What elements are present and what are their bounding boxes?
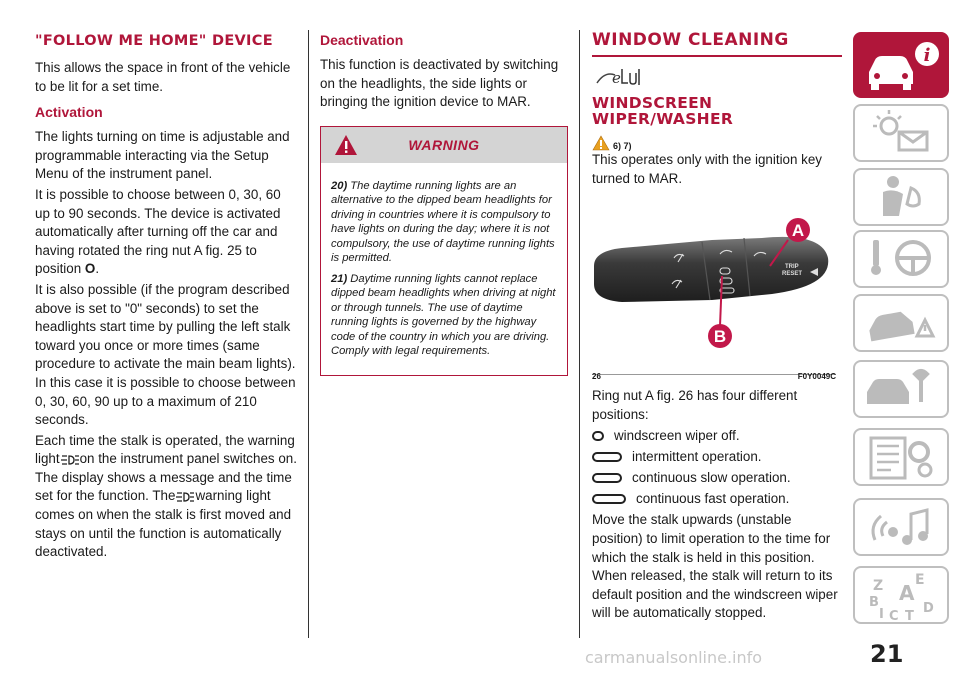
follow-me-home-warning-icon — [60, 454, 80, 466]
position-o-symbol: O — [84, 261, 96, 277]
reset-text: RESET — [782, 271, 803, 278]
activation-heading: Activation — [35, 104, 103, 121]
column-window-cleaning — [592, 30, 842, 625]
warning-20 — [331, 179, 557, 266]
warning-header — [321, 127, 567, 163]
trip-text: TRIP — [785, 264, 799, 271]
position-slow — [592, 469, 842, 487]
position-fast — [592, 490, 842, 508]
svg-text:A: A — [899, 581, 915, 605]
svg-text:C: C — [889, 609, 899, 622]
warning-20-text: The daytime running lights are an alternative to the dipped beam headlights for driving in countries where it is compulsory to have lights on during the day; where it is not compulsory, the use of daytime running lights is permitted. — [331, 179, 555, 265]
wiper-off-icon — [592, 431, 604, 441]
watermark: carmanualsonline.info — [585, 648, 763, 667]
position-off — [592, 427, 842, 445]
warning-21 — [331, 272, 557, 359]
wiper-stalk-illustration — [592, 196, 836, 358]
eco-icon — [594, 65, 644, 87]
safety-airbag-icon — [855, 170, 947, 224]
car-info-icon — [855, 34, 947, 96]
warning-body — [321, 163, 567, 375]
references: 6) 7) — [613, 141, 632, 151]
position-intermittent-text: intermittent operation. — [632, 449, 762, 465]
windscreen-wiper-heading: WINDSCREEN WIPER/WASHER — [592, 94, 734, 128]
warning-title: WARNING — [408, 136, 480, 153]
tab-safety[interactable] — [853, 168, 949, 226]
tab-maintenance[interactable] — [853, 360, 949, 418]
technical-data-icon — [855, 430, 947, 484]
warning-21-text: Daytime running lights cannot replace dipped beam headlights when driving at night or through tunnels. The use of daytime running lights is governed by the highway code of the country in which you are driving. Comply with legal requirements. — [331, 272, 556, 358]
tab-starting-driving[interactable] — [853, 230, 949, 288]
tab-emergency[interactable] — [853, 294, 949, 352]
tab-technical-data[interactable] — [853, 428, 949, 486]
deactivation-text: This function is deactivated by switching on the headlights, the side lights or bringing the ignition device to MAR. — [320, 57, 559, 110]
maintenance-icon — [855, 362, 947, 416]
warning-20-number: 20) — [331, 179, 348, 192]
label-b: B — [713, 327, 727, 347]
activation-p4 — [35, 432, 297, 562]
refs-line — [592, 135, 842, 151]
page-number: 21 — [870, 640, 904, 668]
figure-26 — [592, 196, 836, 382]
caution-triangle-icon — [592, 135, 610, 151]
position-slow-text: continuous slow operation. — [632, 470, 791, 486]
tab-index[interactable] — [853, 566, 949, 624]
ignition-text: This operates only with the ignition key turned to MAR. — [592, 152, 822, 186]
figure-number: 26 — [592, 372, 601, 382]
svg-text:D: D — [923, 601, 934, 616]
tab-multimedia[interactable] — [853, 498, 949, 556]
window-cleaning-title: WINDOW CLEANING — [592, 30, 842, 57]
column-divider-1 — [308, 30, 309, 638]
warning-box — [320, 126, 568, 376]
wiper-intermittent-icon — [592, 452, 622, 462]
position-fast-text: continuous fast operation. — [636, 491, 790, 507]
activation-p2: It is possible to choose between 0, 30, 60 up to 90 seconds. The device is activated automatically after turning off the car and having rotated the ring nut A fig. 25 to position O. — [35, 186, 281, 277]
follow-me-home-heading: "FOLLOW ME HOME" DEVICE — [35, 33, 273, 49]
svg-text:e: e — [612, 69, 621, 87]
warning-21-number: 21) — [331, 272, 348, 285]
column-deactivation — [320, 30, 568, 376]
deactivation-heading: Deactivation — [320, 32, 404, 48]
activation-p1: The lights turning on time is adjustable and programmable interacting via the Setup Menu of the instrument panel. — [35, 129, 290, 182]
position-off-text: windscreen wiper off. — [614, 428, 740, 444]
starting-driving-icon — [855, 232, 947, 286]
p4-text-b: on the instrument panel switches on. The display shows a message and the time set for the function. The — [35, 451, 297, 504]
column-follow-me-home — [35, 30, 297, 564]
wiper-fast-icon — [592, 494, 626, 504]
svg-text:B: B — [869, 595, 879, 610]
svg-text:T: T — [905, 609, 914, 622]
svg-text:E: E — [915, 572, 925, 588]
svg-text:Z: Z — [873, 578, 884, 594]
svg-text:i: i — [923, 45, 931, 66]
activation-p3: It is also possible (if the program described above is set to "0" seconds) to set the headlights start time by pulling the left stalk toward you once or more times (same procedure to activate the main beam lights). In this case it is possible to choose between 0, 30, 60, 90 up to a maximum of 210 seconds. — [35, 281, 296, 428]
column-divider-2 — [579, 30, 580, 638]
activation-p2-text: It is possible to choose between 0, 30, 60 up to 90 seconds. The device is activated automatically after turning off the car and having rotated the ring nut A fig. 25 to position — [35, 186, 281, 277]
multimedia-icon — [855, 500, 947, 554]
follow-me-home-warning-icon-2 — [175, 491, 195, 503]
tab-warning-lights[interactable] — [853, 104, 949, 162]
p4-text-c: warning light comes on when the stalk is first moved and stays on until the function is automatically deactivated. — [35, 488, 292, 560]
intro-text: This allows the space in front of the vehicle to be lit for a set time. — [35, 60, 291, 94]
figure-code: F0Y0049C — [797, 372, 836, 382]
stalk-operation-text: Move the stalk upwards (unstable position) to limit operation to the time for which the stalk is held in this position. When released, the stalk will return to its default position and the windscreen wiper will be automatically stopped. — [592, 512, 838, 621]
wiper-slow-icon — [592, 473, 622, 483]
emergency-icon — [855, 296, 947, 350]
tab-car-info[interactable] — [853, 32, 949, 98]
position-intermittent — [592, 448, 842, 466]
p4-text-a: Each time the stalk is operated, the warning light — [35, 432, 295, 467]
index-icon — [855, 568, 947, 622]
ring-nut-text: Ring nut A fig. 26 has four different positions: — [592, 388, 798, 422]
label-a: A — [791, 221, 805, 241]
svg-text:I: I — [879, 607, 884, 622]
warning-lights-icon — [855, 106, 947, 160]
